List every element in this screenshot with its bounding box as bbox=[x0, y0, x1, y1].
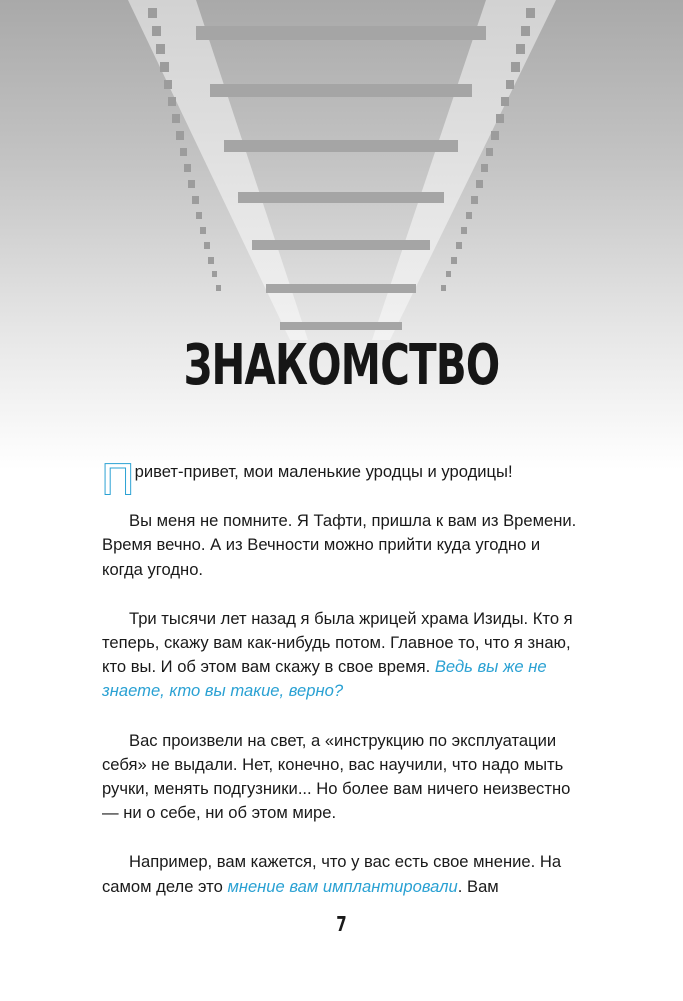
paragraph-3 bbox=[102, 607, 578, 704]
paragraph-5 bbox=[102, 850, 578, 898]
page-number: 7 bbox=[336, 912, 347, 936]
paragraph-3-highlight: Ведь вы же не знаете, кто вы такие, верно? bbox=[102, 657, 547, 701]
paragraph-5-text-after: . Вам bbox=[457, 876, 499, 896]
film-strip-illustration bbox=[0, 0, 683, 360]
paragraph-3-text: Три тысячи лет назад я была жрицей храма Изиды. Кто я теперь, скажу вам как-нибудь потом. Главное то, что я знаю, кто вы. И об этом вам скажу в свое время. bbox=[102, 608, 573, 677]
chapter-title: ЗНАКОМСТВО bbox=[183, 333, 500, 398]
paragraph-5-highlight: мнение вам имплантировали bbox=[227, 876, 458, 896]
paragraph-5-text-before: Например, вам кажется, что у вас есть свое мнение. На самом деле это bbox=[102, 852, 562, 896]
paragraph-2 bbox=[102, 509, 578, 582]
paragraph-1-text: ривет-привет, мои маленькие уродцы и уродицы! bbox=[134, 462, 513, 481]
paragraph-4-text: Вас произвели на свет, а «инструкцию по эксплуатации себя» не выдали. Нет, конечно, вас научили, что надо мыть ручки, менять подгузники... Но более вам ничего неизвестно — ни о себе, ни об этом мире. bbox=[102, 730, 571, 823]
chapter-body bbox=[102, 454, 578, 924]
paragraph-2-text: Вы меня не помните. Я Тафти, пришла к вам из Времени. Время вечно. А из Вечности можно прийти куда угодно и когда угодно. bbox=[102, 511, 577, 579]
paragraph-4 bbox=[102, 729, 578, 826]
paragraph-1 bbox=[102, 455, 578, 504]
drop-cap: П bbox=[102, 455, 134, 504]
